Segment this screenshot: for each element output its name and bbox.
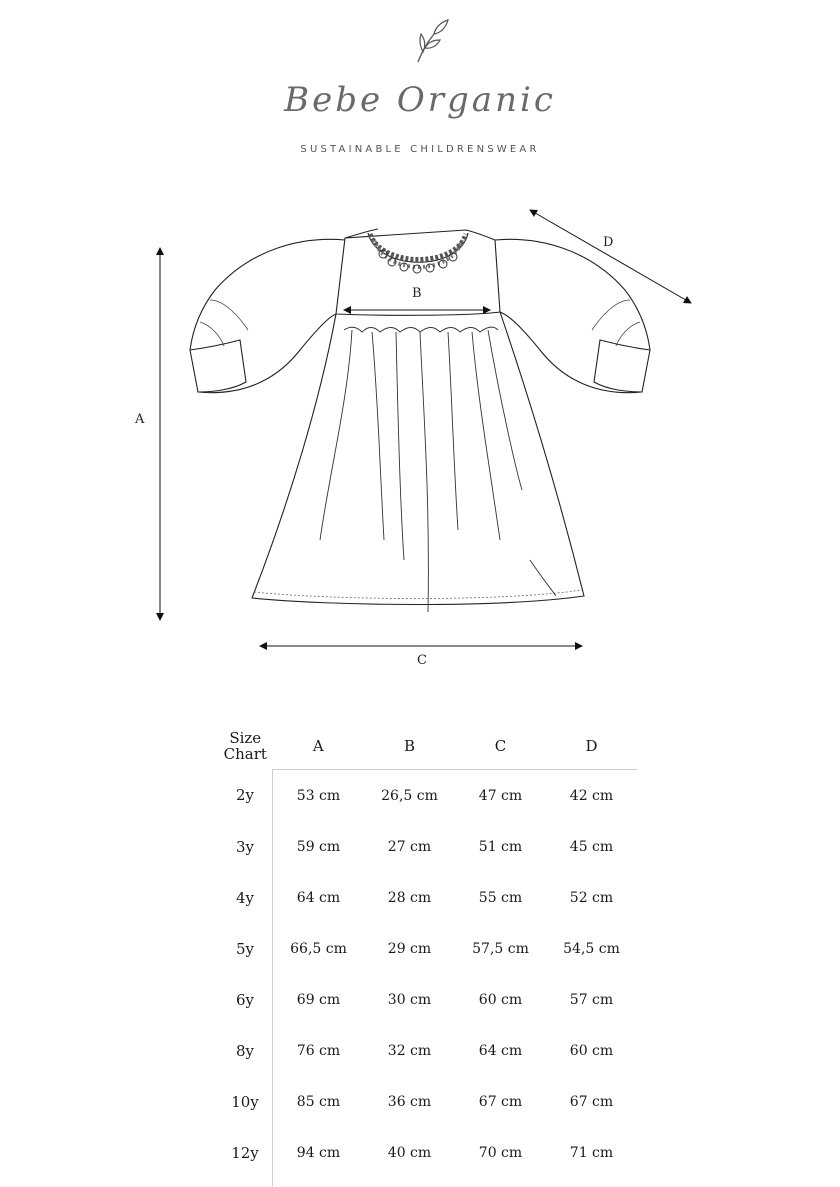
dress-bodice	[336, 229, 500, 315]
column-header-a: A	[273, 722, 365, 770]
table-row	[218, 770, 637, 822]
measure-a: 76 cm	[296, 1042, 341, 1059]
dress-skirt	[252, 312, 584, 605]
measure-b: 28 cm	[387, 889, 432, 906]
measure-c: 51 cm	[478, 838, 523, 855]
corner-label-line1: Size	[229, 728, 262, 747]
measure-d: 42 cm	[569, 787, 614, 804]
measure-b: 32 cm	[387, 1042, 432, 1059]
table-row	[218, 821, 637, 872]
measure-a: 85 cm	[296, 1093, 341, 1110]
size-chart-table	[218, 722, 637, 1186]
size-chart-corner-label	[218, 722, 273, 770]
measure-a: 53 cm	[296, 787, 341, 804]
skirt-folds	[320, 327, 556, 612]
measure-a: 94 cm	[296, 1144, 341, 1161]
size-label: 8y	[218, 1025, 273, 1076]
size-label: 12y	[218, 1127, 273, 1178]
brand-name: Bebe Organic	[284, 80, 556, 120]
measure-d: 60 cm	[569, 1042, 614, 1059]
size-label: 2y	[218, 770, 273, 822]
measure-b: 27 cm	[387, 838, 432, 855]
left-sleeve	[190, 239, 345, 392]
table-bottom-spacer	[218, 1178, 637, 1186]
measure-a: 64 cm	[296, 889, 341, 906]
right-sleeve	[495, 239, 650, 392]
size-label: 5y	[218, 923, 273, 974]
column-header-b: B	[364, 722, 455, 770]
size-label: 10y	[218, 1076, 273, 1127]
label-b: B	[412, 286, 422, 301]
measure-b: 29 cm	[387, 940, 432, 957]
measure-c: 67 cm	[478, 1093, 523, 1110]
measure-c: 64 cm	[478, 1042, 523, 1059]
leaf-sprig-icon	[408, 18, 452, 64]
measure-c: 57,5 cm	[472, 940, 529, 957]
measure-d: 71 cm	[569, 1144, 614, 1161]
size-label: 6y	[218, 974, 273, 1025]
measure-d: 57 cm	[569, 991, 614, 1008]
measure-c: 47 cm	[478, 787, 523, 804]
table-row	[218, 1025, 637, 1076]
measure-b: 30 cm	[387, 991, 432, 1008]
brand-tagline: SUSTAINABLE CHILDRENSWEAR	[300, 144, 540, 155]
column-header-c: C	[455, 722, 546, 770]
measure-c: 55 cm	[478, 889, 523, 906]
table-row	[218, 1127, 637, 1178]
table-row	[218, 974, 637, 1025]
label-a: A	[135, 412, 145, 427]
dress-measurement-diagram	[0, 190, 840, 690]
dress-illustration	[0, 190, 840, 690]
measure-a: 59 cm	[296, 838, 341, 855]
measure-d: 45 cm	[569, 838, 614, 855]
table-row	[218, 872, 637, 923]
label-c: C	[417, 653, 427, 668]
measure-d: 67 cm	[569, 1093, 614, 1110]
size-label: 3y	[218, 821, 273, 872]
measure-d: 52 cm	[569, 889, 614, 906]
table-row	[218, 923, 637, 974]
column-header-d: D	[546, 722, 637, 770]
size-label: 4y	[218, 872, 273, 923]
measure-d: 54,5 cm	[563, 940, 620, 957]
table-row	[218, 1076, 637, 1127]
arrow-d	[530, 210, 691, 303]
measure-b: 36 cm	[387, 1093, 432, 1110]
corner-label-line2: Chart	[223, 744, 267, 763]
measure-b: 40 cm	[387, 1144, 432, 1161]
size-chart-header-row	[218, 722, 637, 770]
label-d: D	[603, 235, 614, 250]
measure-b: 26,5 cm	[381, 787, 438, 804]
measure-c: 70 cm	[478, 1144, 523, 1161]
measure-a: 69 cm	[296, 991, 341, 1008]
measure-c: 60 cm	[478, 991, 523, 1008]
measure-a: 66,5 cm	[290, 940, 347, 957]
